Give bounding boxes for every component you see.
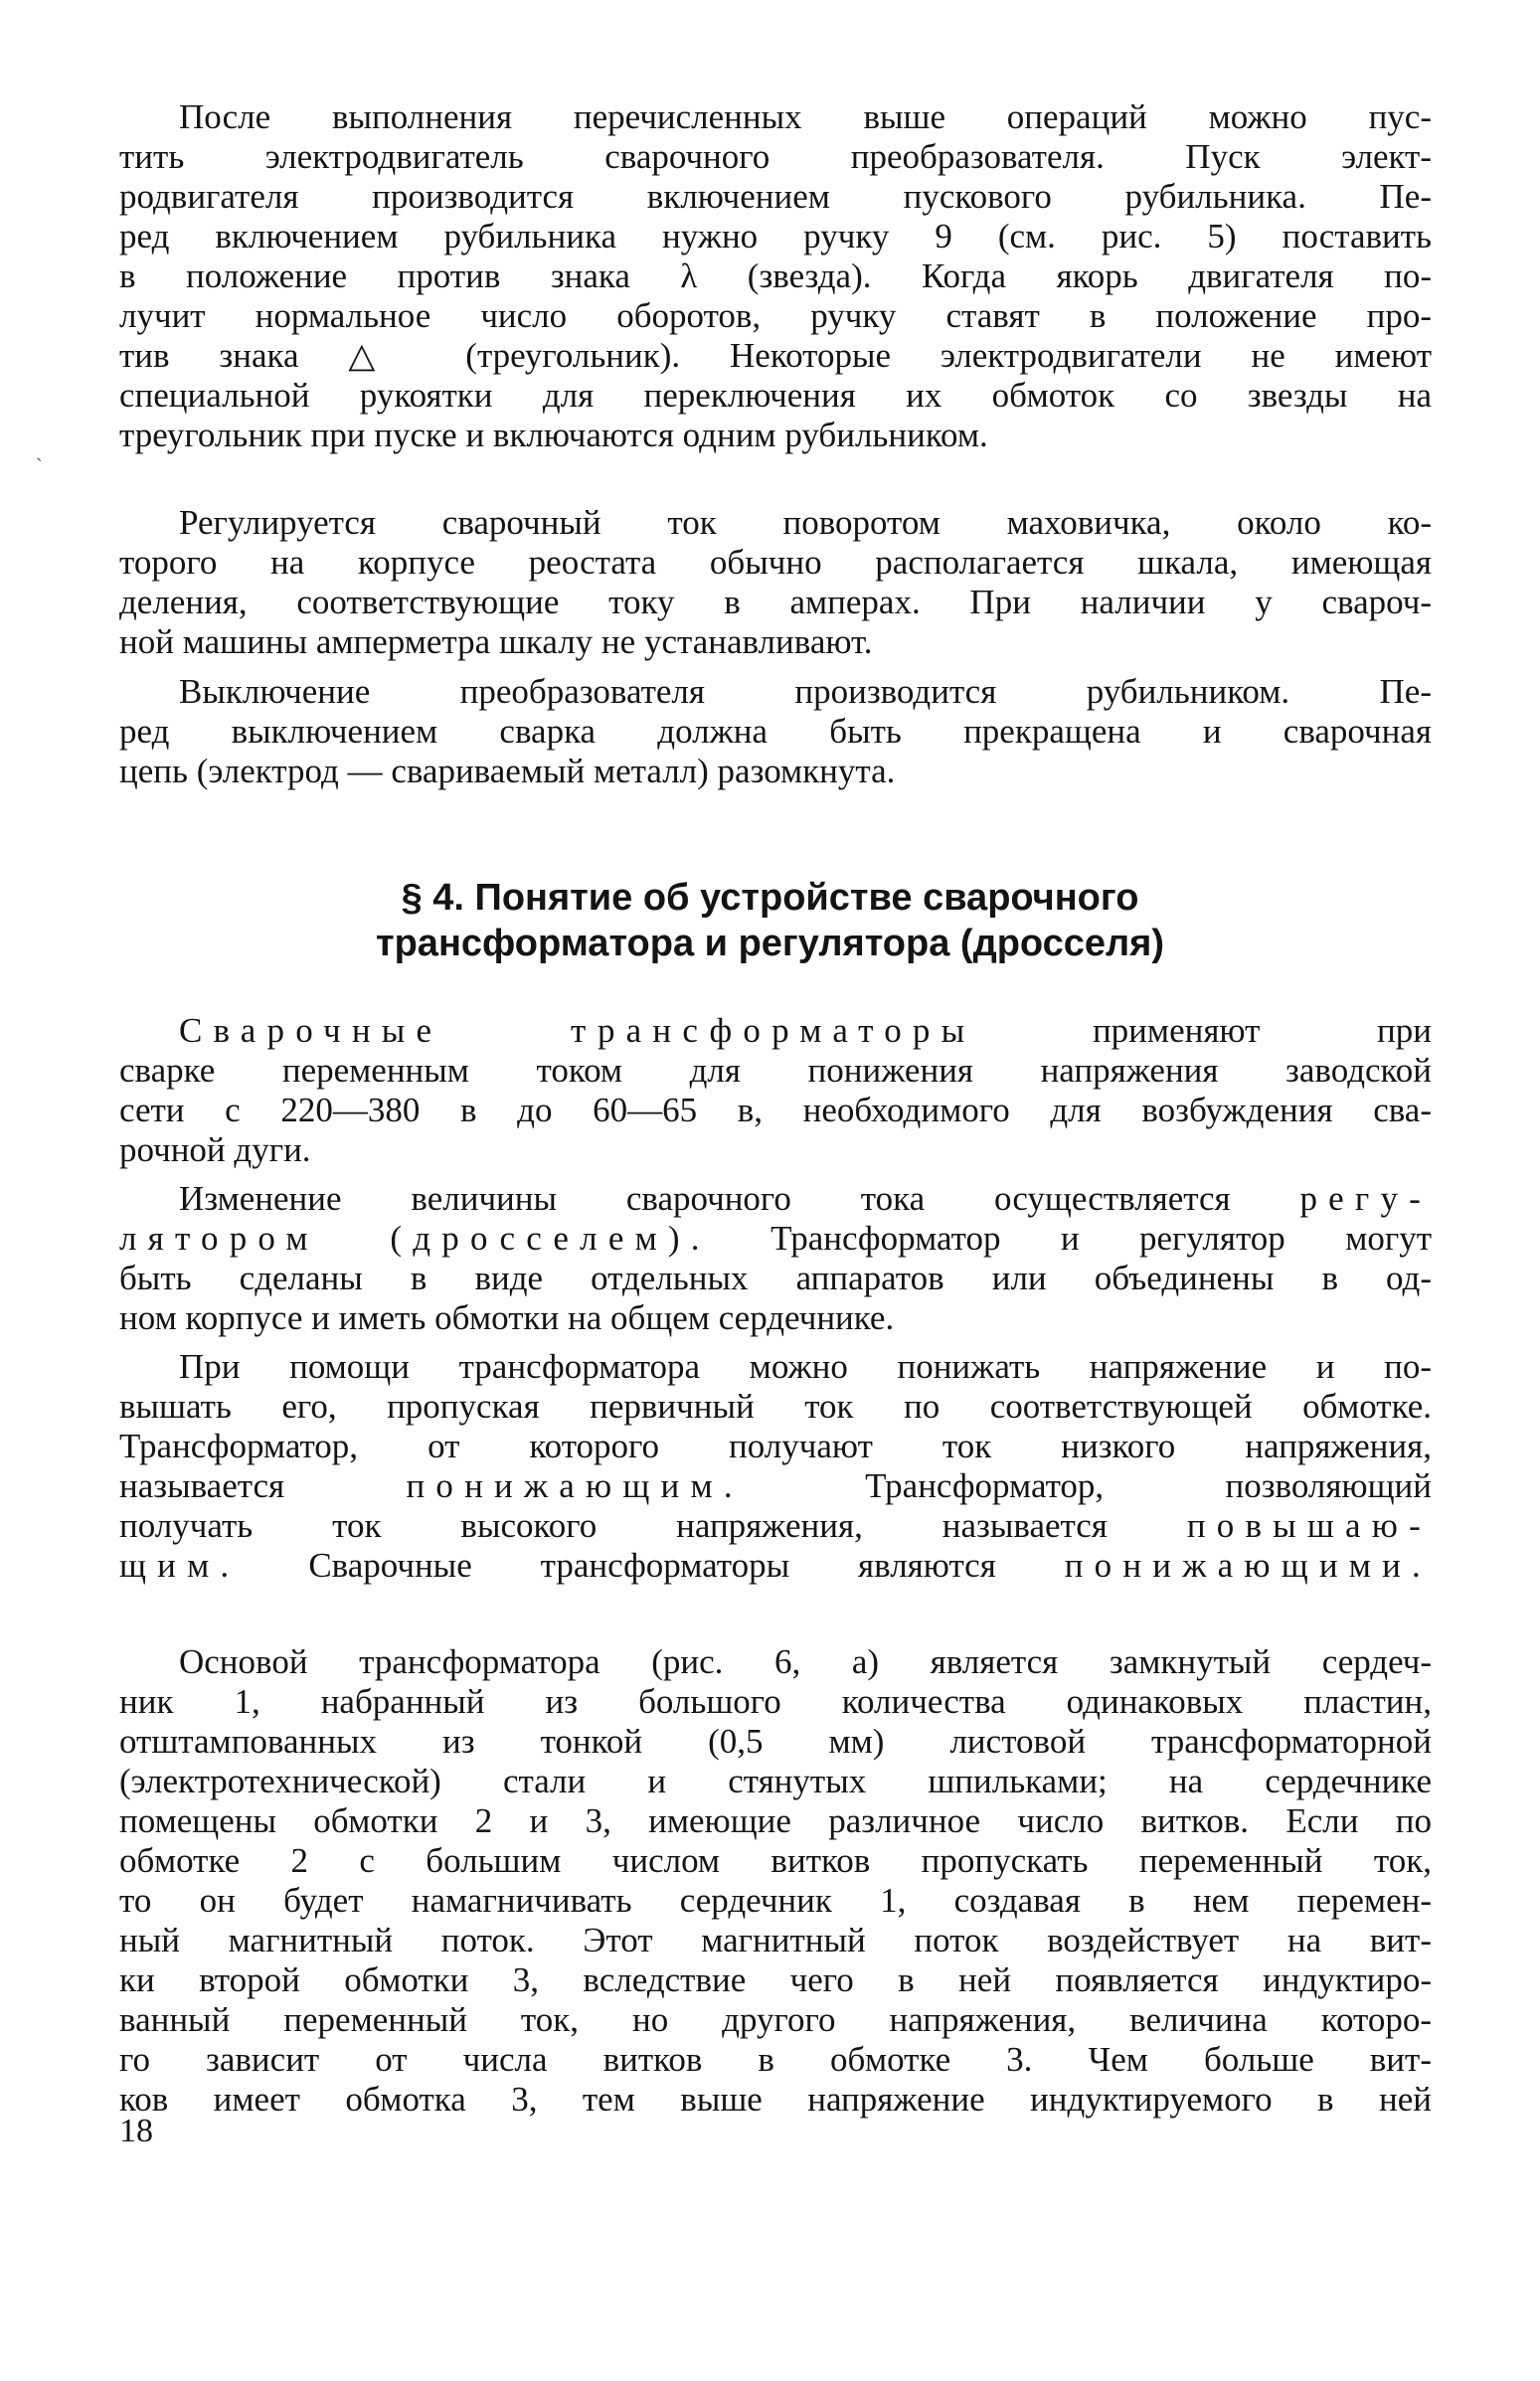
text-line: После выполнения перечисленных выше операций можно пус- [179, 97, 1432, 136]
text-line: лучит нормальное число оборотов, ручку ставят в положение про- [119, 296, 1432, 335]
text-line: ванный переменный ток, но другого напряжения, величина которо- [119, 2000, 1432, 2039]
spaced-term: повышаю- [1186, 1506, 1432, 1545]
text-line: специальной рукоятки для переключения их обмоток со звезды на [119, 376, 1432, 415]
text-line: При помощи трансформатора можно понижать напряжение и по- [179, 1347, 1432, 1386]
text-line [119, 1011, 1432, 1051]
text-line: в положение против знака λ (звезда). Когда якорь двигателя по- [119, 256, 1432, 295]
text-line [119, 1466, 1432, 1506]
text-line: Трансформатор, от которого получают ток низкого напряжения, [119, 1427, 1432, 1465]
text-line: ной машины амперметра шкалу не устанавливают. [119, 622, 873, 661]
section-heading [0, 875, 1540, 966]
text-line: деления, соответствующие току в амперах. При наличии у свароч- [119, 583, 1432, 621]
text-line: треугольник при пуске и включаются одним рубильником. [119, 416, 988, 454]
paragraph-welding-transformers [119, 1011, 1432, 1170]
text-line: торого на корпусе реостата обычно располагается шкала, имеющая [119, 543, 1432, 582]
text-line: Основой трансформатора (рис. 6, а) является замкнутый сердеч- [179, 1642, 1432, 1681]
stray-mark: ` [36, 455, 43, 477]
page-number: 18 [119, 2113, 153, 2149]
text-line: Выключение преобразователя производится рубильником. Пе- [179, 672, 1432, 711]
text-line: (электротехнической) стали и стянутых шпильками; на сердечнике [119, 1762, 1432, 1800]
text-line [119, 1546, 1432, 1586]
text-line: то он будет намагничивать сердечник 1, создавая в нем перемен- [119, 1881, 1432, 1920]
text-line: ред включением рубильника нужно ручку 9 (см. рис. 5) поставить [119, 217, 1432, 255]
text-line: сварке переменным током для понижения напряжения заводской [119, 1051, 1432, 1090]
paragraph-transformer-core [119, 1642, 1432, 2120]
text-line: ном корпусе и иметь обмотки на общем сердечнике. [119, 1298, 895, 1337]
section-heading-line: трансформатора и регулятора (дросселя) [375, 923, 1164, 964]
text-line: тить электродвигатель сварочного преобразователя. Пуск элект- [119, 137, 1432, 176]
text-line: ред выключением сварка должна быть прекращена и сварочная [119, 712, 1432, 751]
text-line: цепь (электрод — свариваемый металл) разомкнута. [119, 752, 896, 790]
text-fragment: применяют при [1092, 1011, 1432, 1050]
text-line: сети с 220—380 в до 60—65 в, необходимого для возбуждения сва- [119, 1091, 1432, 1129]
text-fragment: называется [119, 1466, 285, 1505]
paragraph-startup [119, 97, 1432, 455]
text-line: ный магнитный поток. Этот магнитный поток воздействует на вит- [119, 1921, 1432, 1959]
paragraph-regulation [119, 503, 1432, 662]
section-heading-line: § 4. Понятие об устройстве сварочного [401, 877, 1139, 919]
text-fragment: Сварочные трансформаторы являются [308, 1546, 996, 1585]
text-line [119, 1506, 1432, 1546]
spaced-term: понижающим. [406, 1466, 744, 1505]
text-line: вышать его, пропуская первичный ток по соответствующей обмотке. [119, 1387, 1432, 1426]
text-line [119, 1179, 1432, 1219]
paragraph-shutdown [119, 672, 1432, 791]
spaced-term: щим. [119, 1546, 241, 1585]
paragraph-step-down-up [119, 1347, 1432, 1586]
text-line: ки второй обмотки 3, вследствие чего в ней появляется индуктиро- [119, 1960, 1432, 1999]
text-line: отштампованных из тонкой (0,5 мм) листовой трансформаторной [119, 1722, 1432, 1761]
text-fragment: получать ток высокого напряжения, называется [119, 1506, 1108, 1545]
text-line: быть сделаны в виде отдельных аппаратов или объединены в од- [119, 1259, 1432, 1297]
paragraph-regulator [119, 1179, 1432, 1338]
text-line: помещены обмотки 2 и 3, имеющие различное число витков. Если по [119, 1801, 1432, 1840]
text-line: тив знака △ (треугольник). Некоторые электродвигатели не имеют [119, 336, 1432, 375]
text-line: Регулируется сварочный ток поворотом маховичка, около ко- [179, 503, 1432, 542]
text-fragment: Трансформатор, позволяющий [865, 1466, 1432, 1505]
text-line: обмотке 2 с большим числом витков пропускать переменный ток, [119, 1841, 1432, 1880]
text-fragment: Трансформатор и регулятор могут [770, 1219, 1432, 1258]
spaced-term: понижающими. [1064, 1546, 1432, 1585]
text-line [119, 1219, 1432, 1259]
text-line: ков имеет обмотка 3, тем выше напряжение индуктируемого в ней [119, 2080, 1432, 2119]
spaced-term: регу- [1299, 1179, 1432, 1218]
text-line: родвигателя производится включением пускового рубильника. Пе- [119, 177, 1432, 216]
spaced-term: лятором (дросселем). [119, 1219, 711, 1258]
text-line: рочной дуги. [119, 1130, 311, 1169]
text-line: ник 1, набранный из большого количества одинаковых пластин, [119, 1682, 1432, 1721]
spaced-term: Сварочные трансформаторы [179, 1011, 976, 1050]
text-fragment: Изменение величины сварочного тока осуществляется [179, 1179, 1231, 1218]
text-line: го зависит от числа витков в обмотке 3. Чем больше вит- [119, 2040, 1432, 2079]
